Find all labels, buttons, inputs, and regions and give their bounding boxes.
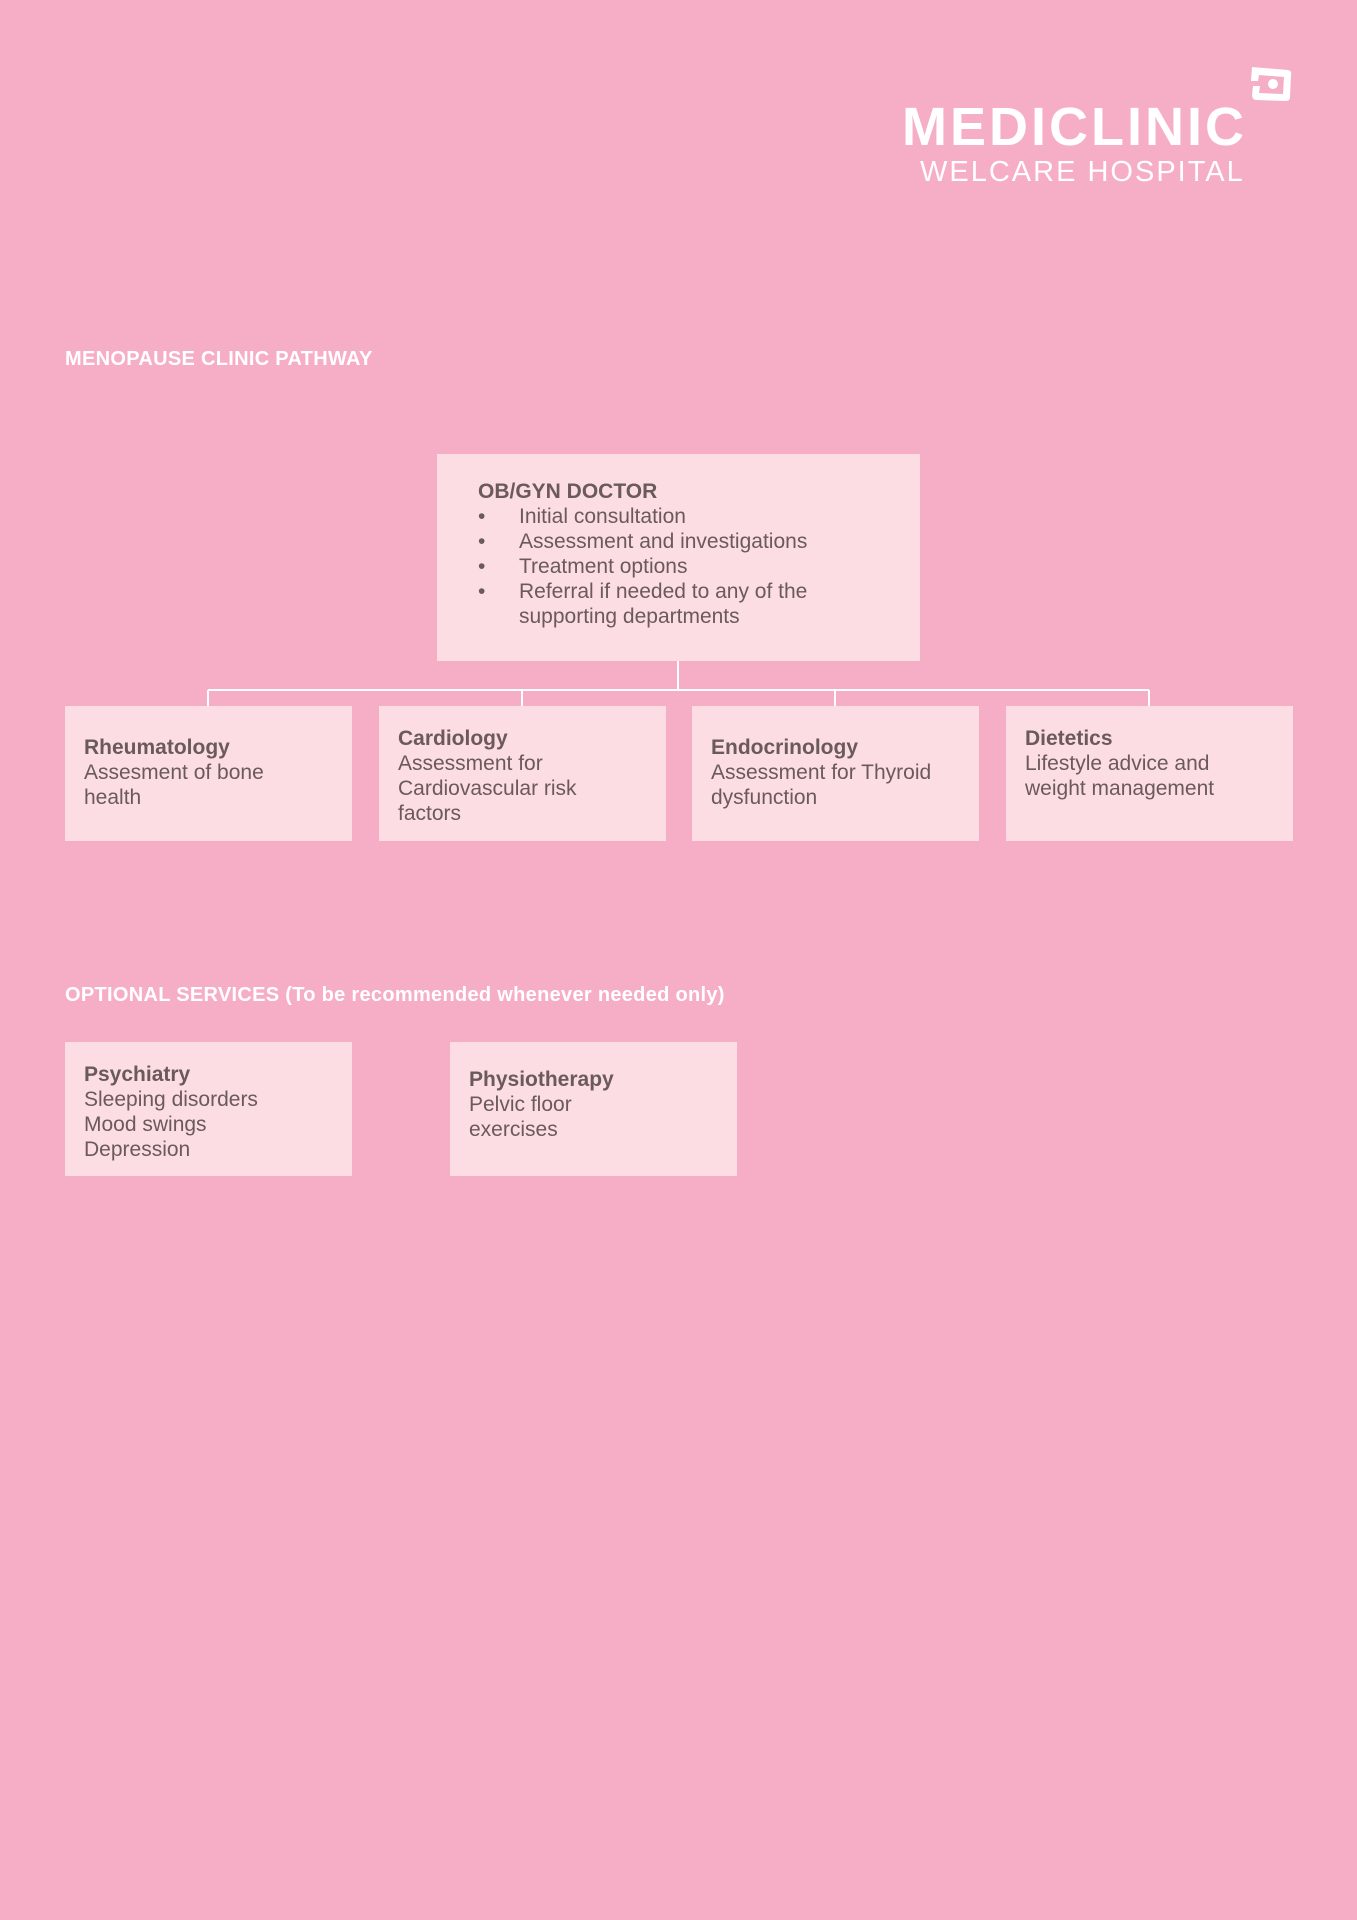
rheumatology-description: Assesment of bone health	[84, 761, 264, 809]
rheumatology-title: Rheumatology	[84, 736, 230, 759]
cardiology-title: Cardiology	[398, 727, 508, 750]
endocrinology-box	[692, 706, 979, 841]
hospital-logo	[890, 60, 1300, 190]
list-item: • Treatment options	[478, 554, 880, 579]
logo-name: MEDICLINIC	[902, 97, 1247, 157]
pathway-title: MENOPAUSE CLINIC PATHWAY	[65, 348, 373, 370]
mediclinic-logo-mark-icon	[1248, 64, 1294, 104]
list-item: • Assessment and investigations	[478, 529, 880, 554]
obgyn-doctor-box	[437, 454, 920, 661]
dietetics-title: Dietetics	[1025, 727, 1113, 750]
physiotherapy-line: Pelvic floor	[469, 1093, 572, 1116]
psychiatry-line: Depression	[84, 1138, 191, 1161]
dietetics-description: Lifestyle advice and weight management	[1025, 752, 1215, 800]
rheumatology-box	[65, 706, 352, 841]
psychiatry-line: Sleeping disorders	[84, 1088, 258, 1111]
endocrinology-title: Endocrinology	[711, 736, 858, 759]
dietetics-box	[1006, 706, 1293, 841]
cardiology-box	[379, 706, 666, 841]
obgyn-doctor-title: OB/GYN DOCTOR	[478, 480, 658, 503]
physiotherapy-line: exercises	[469, 1118, 558, 1141]
psychiatry-box	[65, 1042, 352, 1176]
cardiology-description: Assessment for Cardiovascular risk factors	[398, 752, 577, 825]
endocrinology-description: Assessment for Thyroid dysfunction	[711, 761, 932, 809]
obgyn-doctor-list	[478, 504, 880, 629]
physiotherapy-title: Physiotherapy	[469, 1068, 614, 1091]
logo-subtitle: WELCARE HOSPITAL	[920, 156, 1245, 188]
list-item: • Initial consultation	[478, 504, 880, 529]
optional-services-title: OPTIONAL SERVICES (To be recommended whenever needed only)	[65, 984, 725, 1006]
psychiatry-title: Psychiatry	[84, 1063, 191, 1086]
psychiatry-line: Mood swings	[84, 1113, 207, 1136]
physiotherapy-box	[450, 1042, 737, 1176]
list-item: • Referral if needed to any of the supporting departments	[478, 579, 880, 629]
